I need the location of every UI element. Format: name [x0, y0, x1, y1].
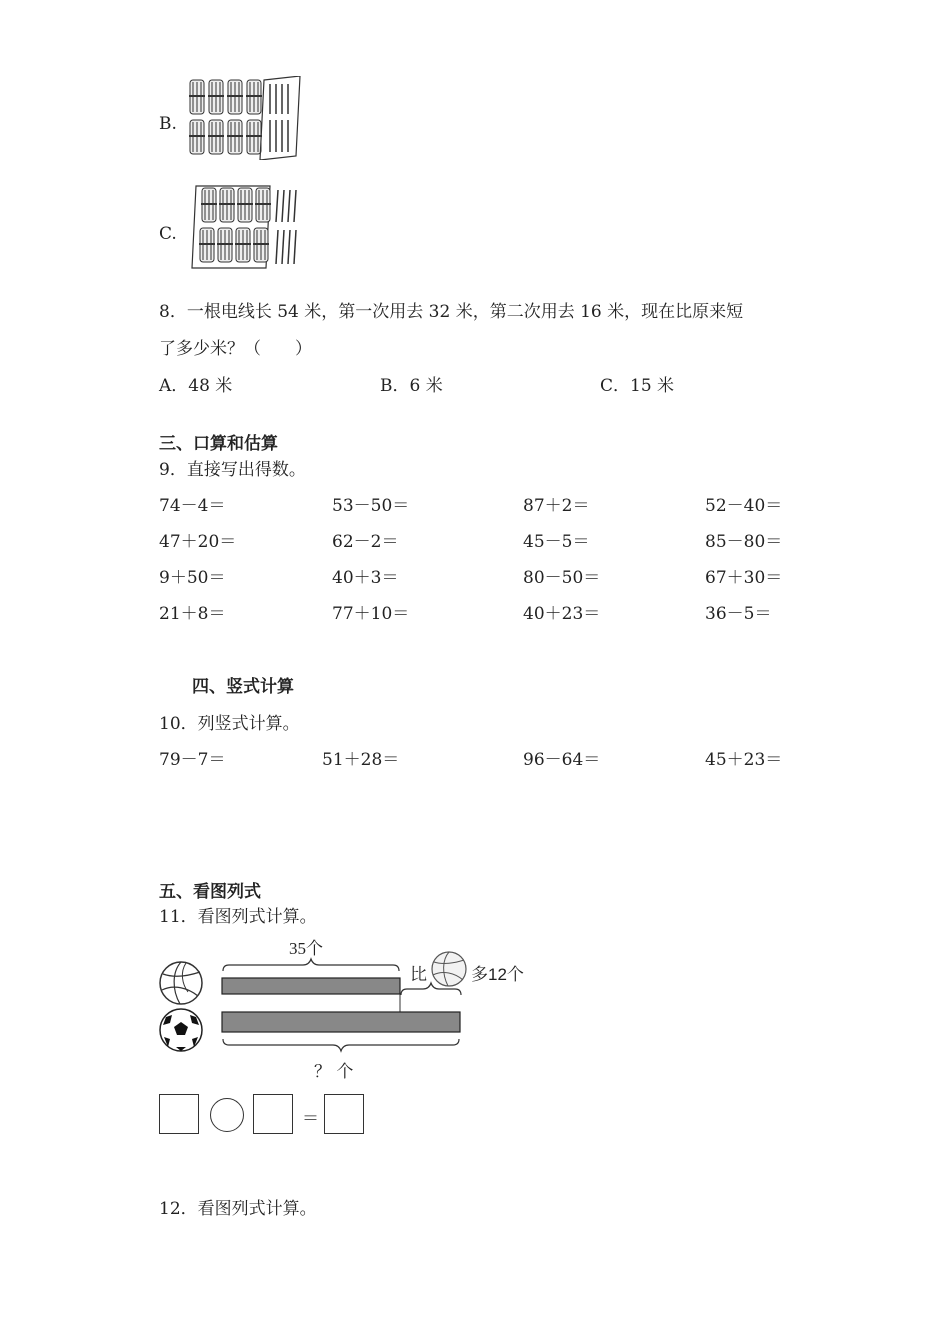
soccer-ball-icon	[158, 1007, 204, 1053]
q8-text-line2: 了多少米？（ ）	[159, 339, 312, 359]
q12-question: 12．看图列式计算。	[159, 1199, 317, 1219]
q9-item: 67＋30＝	[705, 568, 783, 588]
q9-item: 74－4＝	[159, 496, 226, 516]
q9-item: 40＋23＝	[523, 604, 601, 624]
q9-item: 45－5＝	[523, 532, 590, 552]
q9-item: 52－40＝	[705, 496, 783, 516]
q10-question: 10．列竖式计算。	[159, 714, 300, 734]
q9-item: 87＋2＝	[523, 496, 590, 516]
q9-item: 21＋8＝	[159, 604, 226, 624]
q9-item: 36－5＝	[705, 604, 772, 624]
volleyball-small-icon	[430, 950, 468, 988]
section5-title: 五、看图列式	[159, 882, 261, 902]
q9-item: 47＋20＝	[159, 532, 237, 552]
answer-box-2[interactable]	[253, 1094, 293, 1134]
q9-item: 77＋10＝	[332, 604, 410, 624]
diagram-bottom-label: ？ 个	[314, 1062, 354, 1082]
q8-option-b: B．6 米	[380, 376, 443, 396]
q9-item: 80－50＝	[523, 568, 601, 588]
q9-item: 53－50＝	[332, 496, 410, 516]
bundled-sticks-figure-b	[186, 76, 306, 160]
section3-title: 三、口算和估算	[159, 434, 278, 454]
volleyball-bar	[222, 978, 400, 994]
q10-item: 51＋28＝	[322, 750, 400, 770]
q10-item: 79－7＝	[159, 750, 226, 770]
q8-option-a: A．48 米	[159, 376, 233, 396]
q9-item: 62－2＝	[332, 532, 399, 552]
q9-question: 9．直接写出得数。	[159, 460, 306, 480]
option-b-label: B.	[159, 114, 177, 134]
soccer-ball-bar	[222, 1012, 460, 1032]
q9-item: 85－80＝	[705, 532, 783, 552]
diagram-top-label: 35个	[289, 939, 323, 958]
answer-box-1[interactable]	[159, 1094, 199, 1134]
q10-item: 45＋23＝	[705, 750, 783, 770]
bundled-sticks-figure-c	[186, 184, 306, 270]
answer-box-result[interactable]	[324, 1094, 364, 1134]
operator-circle[interactable]	[210, 1098, 244, 1132]
q9-item: 9＋50＝	[159, 568, 226, 588]
equals-sign: ＝	[302, 1109, 319, 1129]
compare-prefix: 比	[410, 965, 427, 984]
q9-item: 40＋3＝	[332, 568, 399, 588]
q11-question: 11．看图列式计算。	[159, 907, 317, 927]
compare-suffix: 多12个	[471, 965, 524, 984]
volleyball-icon	[158, 960, 204, 1006]
section4-title: 四、竖式计算	[192, 677, 294, 697]
q10-item: 96－64＝	[523, 750, 601, 770]
q8-option-c: C．15 米	[600, 376, 675, 396]
option-c-label: C.	[159, 224, 177, 244]
q8-text-line1: 8．一根电线长 54 米，第一次用去 32 米，第二次用去 16 米，现在比原来短	[159, 302, 744, 322]
